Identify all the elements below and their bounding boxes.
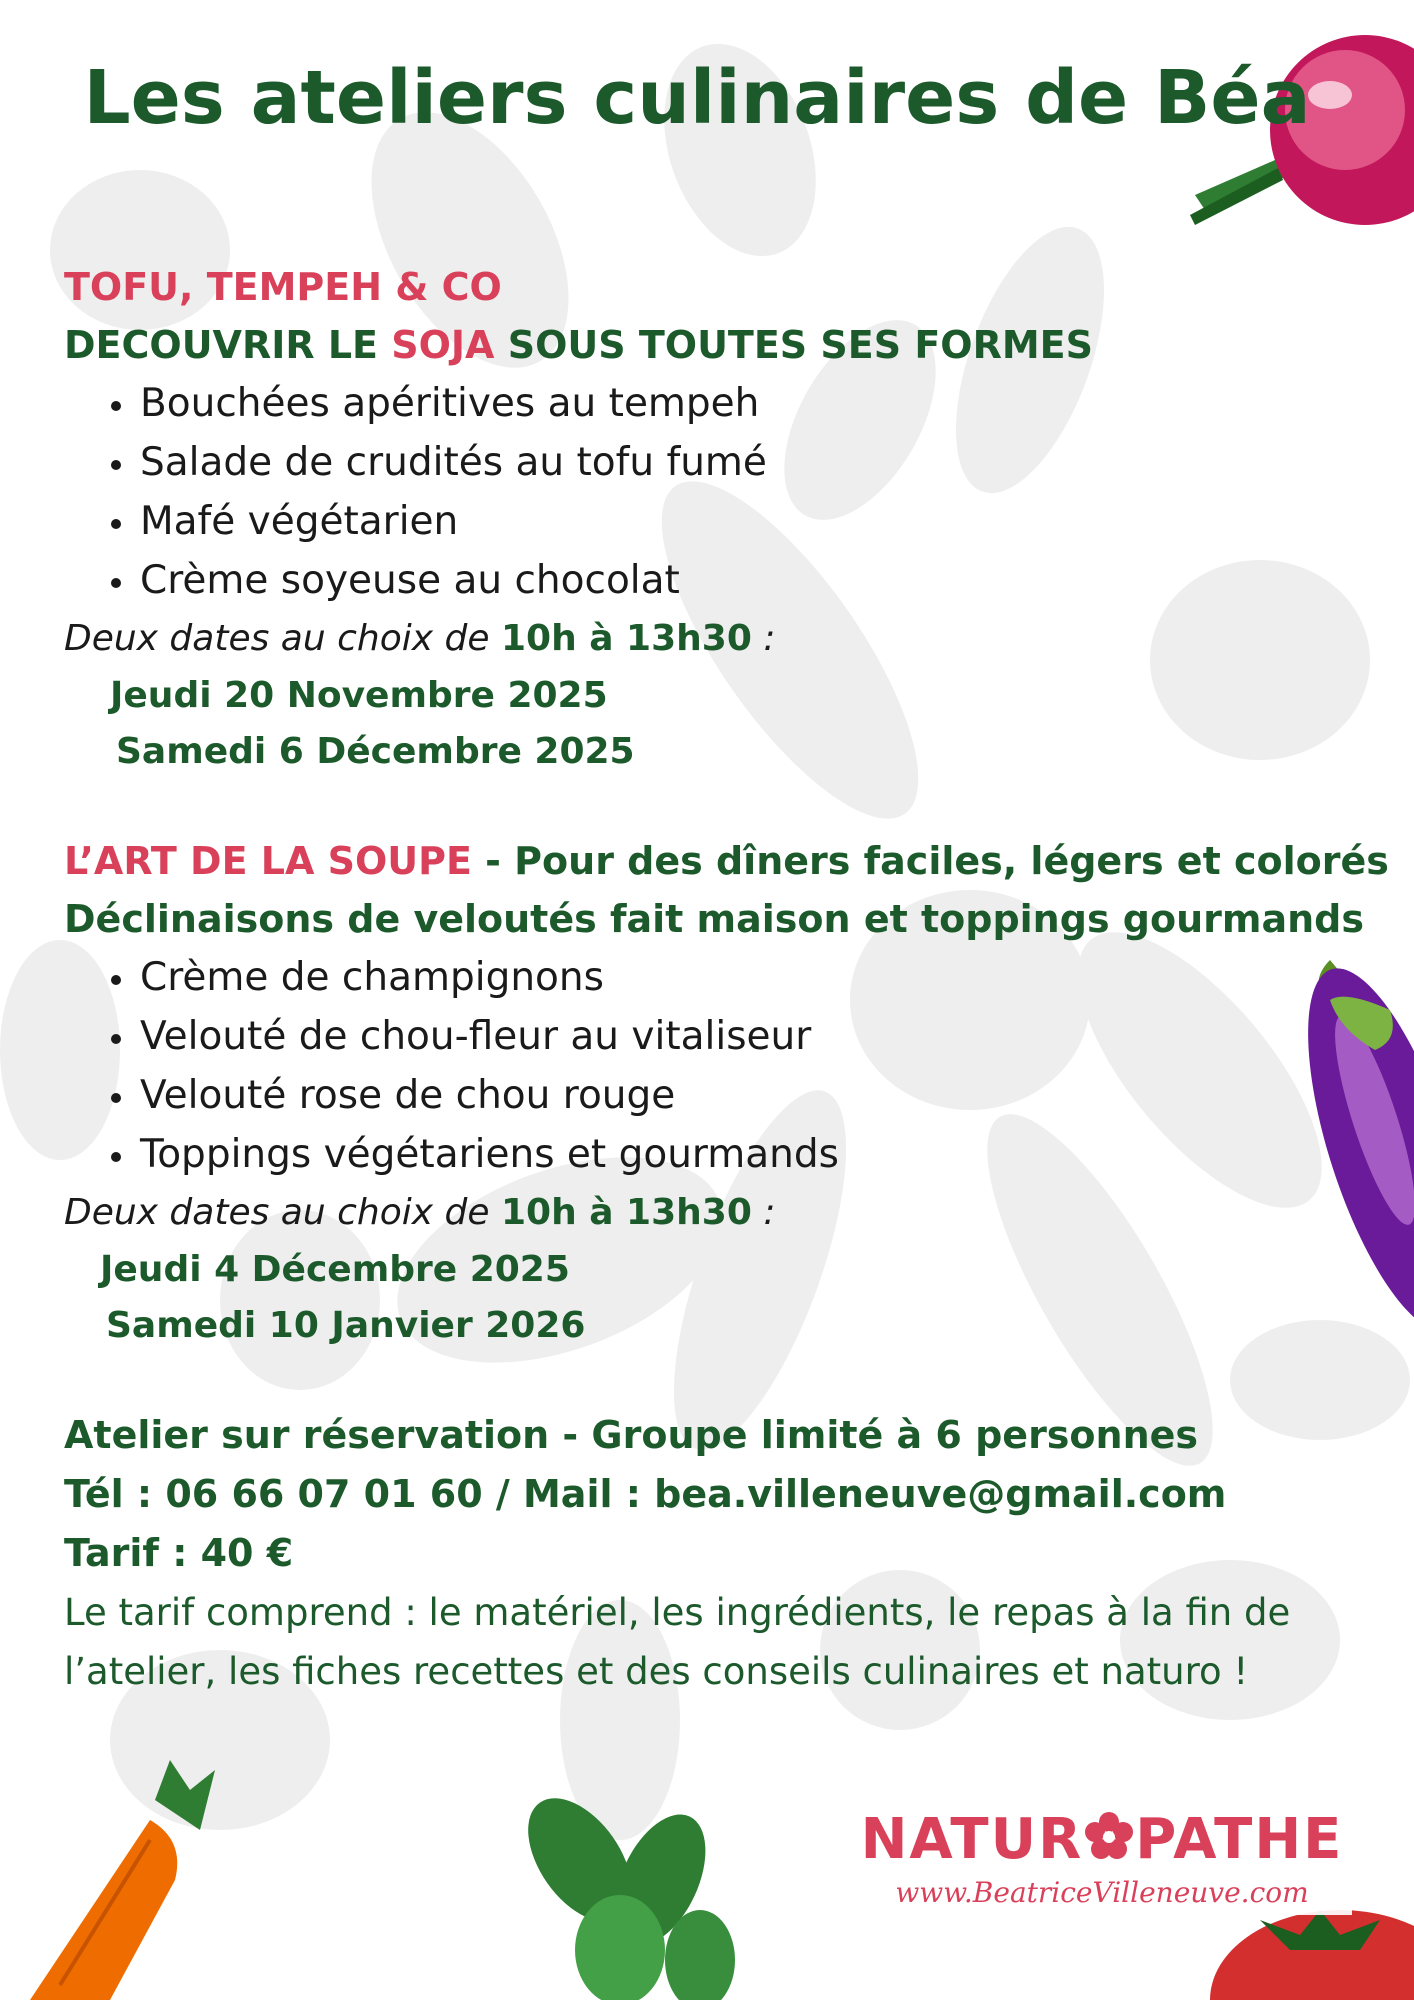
list-item: • Toppings végétariens et gourmands xyxy=(138,1125,1354,1184)
price-includes: Le tarif comprend : le matériel, les ingrédients, le repas à la fin de l’atelier, les fiches recettes et des conseils culinaires et naturo ! xyxy=(64,1591,1291,1693)
logo-brand xyxy=(852,1805,1352,1875)
workshop-date: Samedi 10 Janvier 2026 xyxy=(106,1305,586,1346)
list-item: • Bouchées apéritives au tempeh xyxy=(138,374,1354,433)
workshop-heading xyxy=(64,832,1389,890)
booking-info xyxy=(64,1406,1364,1701)
logo-brand-post: PATHE xyxy=(1135,1807,1344,1872)
logo-brand-pre: NATUR xyxy=(860,1807,1084,1872)
workshop-soupe-section xyxy=(64,832,1389,1354)
logo-url: www.BeatriceVilleneuve.com xyxy=(895,1876,1309,1909)
dates-colon: : xyxy=(751,1192,776,1233)
price-line: Tarif : 40 € xyxy=(64,1531,294,1575)
naturopathe-logo xyxy=(852,1795,1352,1915)
list-item: • Crème soyeuse au chocolat xyxy=(138,551,1354,610)
reservation-note: Atelier sur réservation - Groupe limité à 6 personnes xyxy=(64,1413,1199,1457)
workshop-heading-rest: - Pour des dîners faciles, légers et colorés xyxy=(471,839,1389,883)
dates-time: 10h à 13h30 xyxy=(500,1192,752,1233)
subheading-post: SOUS TOUTES SES FORMES xyxy=(494,323,1093,367)
subheading-highlight: SOJA xyxy=(391,323,495,367)
workshop-heading-title: L’ART DE LA SOUPE xyxy=(64,839,472,883)
dates-intro-line xyxy=(64,610,1354,668)
dates-colon: : xyxy=(751,618,776,659)
workshop-date: Samedi 6 Décembre 2025 xyxy=(116,731,635,772)
subheading-pre: DECOUVRIR LE xyxy=(64,323,392,367)
dates-intro: Deux dates au choix de xyxy=(64,1192,501,1233)
workshop-heading: TOFU, TEMPEH & CO xyxy=(64,265,502,309)
page-title: Les ateliers culinaires de Béa xyxy=(83,55,1311,141)
workshop-soja-section xyxy=(64,258,1354,780)
recipe-list xyxy=(64,374,1354,610)
contact-line: Tél : 06 66 07 01 60 / Mail : bea.villeneuve@gmail.com xyxy=(64,1472,1227,1516)
dates-intro: Deux dates au choix de xyxy=(64,618,501,659)
dates-intro-line xyxy=(64,1184,1354,1242)
workshop-date: Jeudi 20 Novembre 2025 xyxy=(110,675,608,716)
list-item: • Velouté rose de chou rouge xyxy=(138,1066,1354,1125)
list-item: • Mafé végétarien xyxy=(138,492,1354,551)
flower-icon xyxy=(1083,1810,1135,1862)
list-item: • Crème de champignons xyxy=(138,948,1354,1007)
workshop-subheading: Déclinaisons de veloutés fait maison et toppings gourmands xyxy=(64,897,1364,941)
dates-time: 10h à 13h30 xyxy=(500,618,752,659)
list-item: • Salade de crudités au tofu fumé xyxy=(138,433,1354,492)
recipe-list xyxy=(64,948,1354,1184)
workshop-date: Jeudi 4 Décembre 2025 xyxy=(100,1249,570,1290)
workshop-subheading xyxy=(64,316,1354,374)
list-item: • Velouté de chou-fleur au vitaliseur xyxy=(138,1007,1354,1066)
